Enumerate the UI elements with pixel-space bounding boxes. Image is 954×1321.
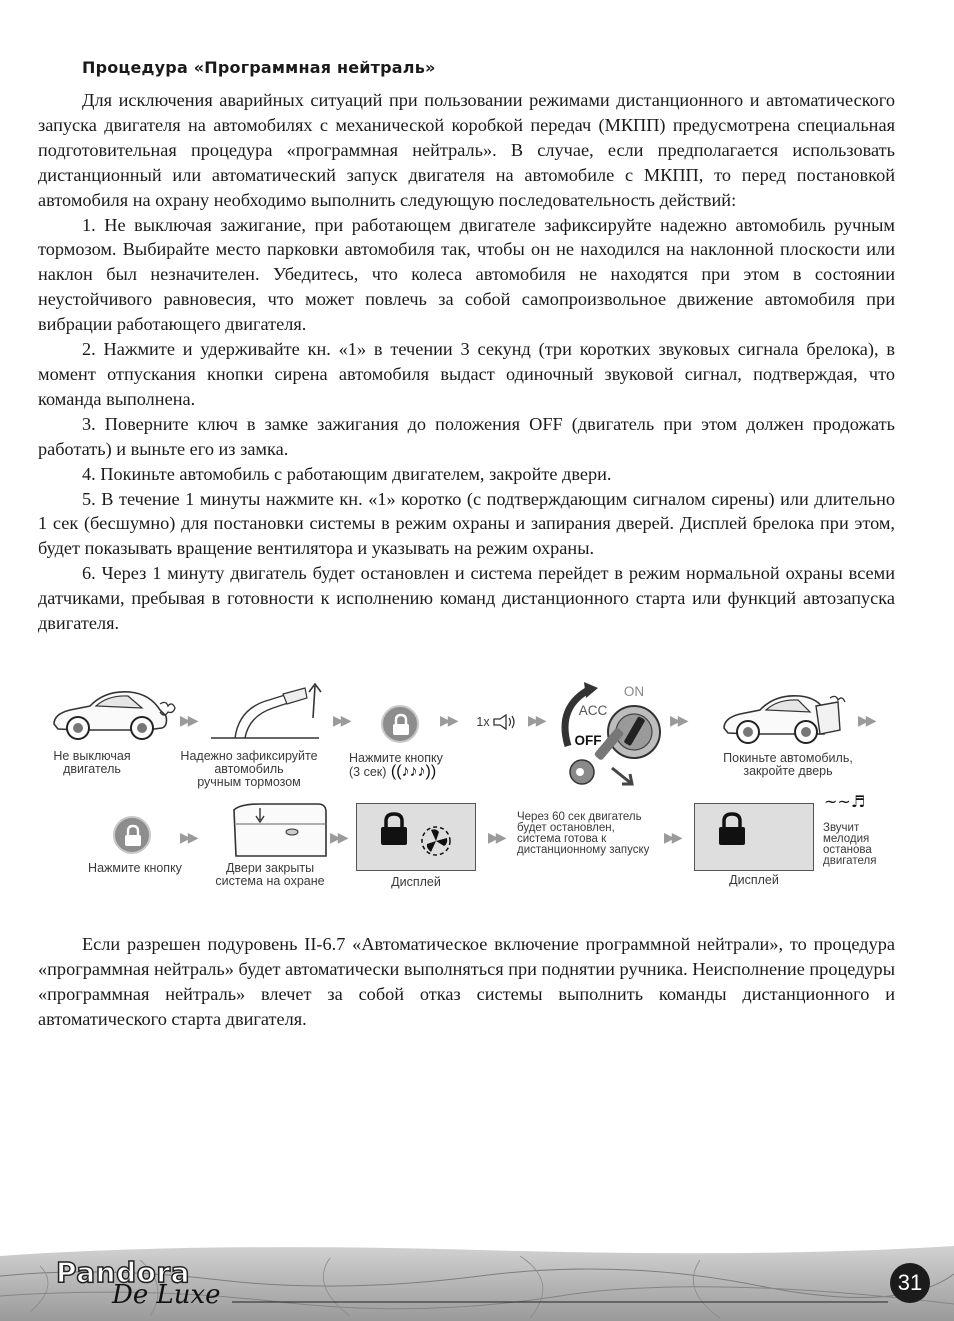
melody-icon: ~~♬ xyxy=(824,792,866,811)
display-label: Дисплей xyxy=(729,873,779,887)
label-line xyxy=(349,765,469,779)
remote-display-screen xyxy=(694,803,814,871)
label-line: двигатель xyxy=(63,762,121,776)
display-label: Дисплей xyxy=(391,875,441,889)
label-line: Нажмите кнопку xyxy=(349,751,443,765)
padlock-icon xyxy=(392,714,410,736)
deluxe-script-logo: De Luxe xyxy=(112,1280,221,1310)
paragraph: 4. Покиньте автомобиль с работающим двигателем, закройте двери. xyxy=(82,463,612,484)
label-line: дистанционному запуску xyxy=(517,844,650,856)
step-label-melody xyxy=(823,823,903,867)
label-line: Покиньте автомобиль, xyxy=(723,751,853,765)
footer-band xyxy=(0,1246,954,1321)
step-label-leave-car xyxy=(705,752,871,778)
handbrake-illustration xyxy=(205,680,325,745)
fan-icon xyxy=(419,824,453,858)
running-car-illustration xyxy=(50,684,175,746)
double-arrow-icon: ▶▶ xyxy=(664,830,680,846)
label-line: ручным тормозом xyxy=(197,775,301,789)
paragraph: 1. Не выключая зажигание, при работающем двигателе зафиксируйте надежно автомобиль ручным тормозом. Выбирайте место парковки автомобиля так, чтобы он не находился на наклонной плоскости или наклон был незначителен. Убедитесь, что колеса автомобиля не находятся при этом в состоянии неустойчивого равновесия, что может повлечь за собой самопроизвольное движение автомобиля при вибрации работающего двигателя. xyxy=(38,214,895,335)
label-line: автомобиль xyxy=(214,762,284,776)
one-x-label: 1x xyxy=(476,715,490,729)
label-line: Двери закрыты xyxy=(225,861,315,875)
ignition-on-label: ON xyxy=(623,684,645,699)
paragraph: Для исключения аварийных ситуаций при пользовании режимами дистанционного и автоматического запуска двигателя на автомобилях с механической коробкой передач (МКПП) предусмотрена специальная подготовительная процедура «программная нейтраль». В случае, если предполагается использовать дистанционный или автоматический запуск двигателя на автомобиле с МКПП, то перед постановкой автомобиля на охрану необходимо выполнить следующую последовательность действий: xyxy=(38,90,895,210)
label-line: Не выключая xyxy=(53,749,131,763)
page-number: 31 xyxy=(890,1263,930,1303)
double-arrow-icon: ▶▶ xyxy=(528,713,544,729)
siren-icon xyxy=(492,714,516,730)
label-text: (3 сек) xyxy=(349,765,387,779)
double-arrow-icon: ▶▶ xyxy=(858,713,874,729)
double-arrow-icon: ▶▶ xyxy=(440,713,456,729)
paragraph: 3. Поверните ключ в замке зажигания до положения OFF (двигатель при этом должен продожать работать) и выньте его из замка. xyxy=(38,413,895,459)
ignition-off-label: OFF xyxy=(574,733,602,748)
step-label-doors-closed xyxy=(200,862,340,888)
label-line: система на охране xyxy=(215,874,325,888)
triple-beep-icon: ((♪♪♪)) xyxy=(386,763,437,780)
lock-button-icon xyxy=(113,816,151,854)
paragraph: 5. В течение 1 минуты нажмите кн. «1» коротко (с подтверждающим сигналом сирены) или длительно 1 сек (бесшумно) для постановки системы в режим охраны и запирания дверей. Дисплей брелока при этом, будет показывать вращение вентилятора и указывать на режим охраны. xyxy=(38,488,895,559)
label-line: останова xyxy=(823,844,872,856)
padlock-icon xyxy=(379,812,409,846)
body-text xyxy=(38,88,895,636)
paragraph: Если разрешен подуровень II-6.7 «Автоматическое включение программной нейтрали», то процедура «программная нейтраль» будет автоматически выполняться при поднятии ручника. Неисполнение процедуры «программная нейтраль» влечет за собой отказ системы выполнить команды дистанционного и автоматического старта двигателя. xyxy=(38,934,895,1029)
paragraph: 6. Через 1 минуту двигатель будет остановлен и система перейдет в режим нормальной охраны всеми датчиками, пребывая в готовности к исполнению команд дистанционного старта или функций автозапуска двигателя. xyxy=(38,563,895,634)
closed-door-illustration xyxy=(230,800,330,862)
label-line: двигателя xyxy=(823,855,877,867)
label-line: система готова к xyxy=(517,833,607,845)
double-arrow-icon: ▶▶ xyxy=(180,713,196,729)
label-line: будет остановлен, xyxy=(517,822,615,834)
double-arrow-icon: ▶▶ xyxy=(333,713,349,729)
padlock-icon xyxy=(124,825,142,847)
lock-button-icon xyxy=(381,705,419,743)
pandora-logo: Pandora xyxy=(56,1256,191,1289)
step-label-wait-60s xyxy=(517,812,677,856)
label-line: закройте дверь xyxy=(743,764,833,778)
step-label-engine-running xyxy=(40,750,144,776)
double-arrow-icon: ▶▶ xyxy=(670,713,686,729)
label-line: Через 60 сек двигатель xyxy=(517,811,642,823)
double-arrow-icon: ▶▶ xyxy=(180,830,196,846)
ignition-acc-label: ACC xyxy=(578,703,608,718)
remote-display-screen xyxy=(356,803,476,871)
double-arrow-icon: ▶▶ xyxy=(488,830,504,846)
car-door-open-illustration xyxy=(720,690,845,750)
label-line: Надежно зафиксируйте xyxy=(180,749,318,763)
double-arrow-icon: ▶▶ xyxy=(330,830,346,846)
paragraph: 2. Нажмите и удерживайте кн. «1» в течении 3 секунд (три коротких звуковых сигнала брелока), в момент отпускания кнопки сирена автомобиля выдаст одиночный звуковой сигнал, подтверждая, что команда выполнена. xyxy=(38,339,895,409)
section-heading: Процедура «Программная нейтраль» xyxy=(82,58,436,77)
step-label-press-3sec xyxy=(349,752,469,779)
padlock-icon xyxy=(717,812,747,846)
label-line: мелодия xyxy=(823,833,870,845)
closing-text xyxy=(38,932,895,1032)
label-line: Звучит xyxy=(823,822,860,834)
step-label-press-button: Нажмите кнопку xyxy=(88,861,182,875)
step-label-handbrake xyxy=(170,750,328,789)
